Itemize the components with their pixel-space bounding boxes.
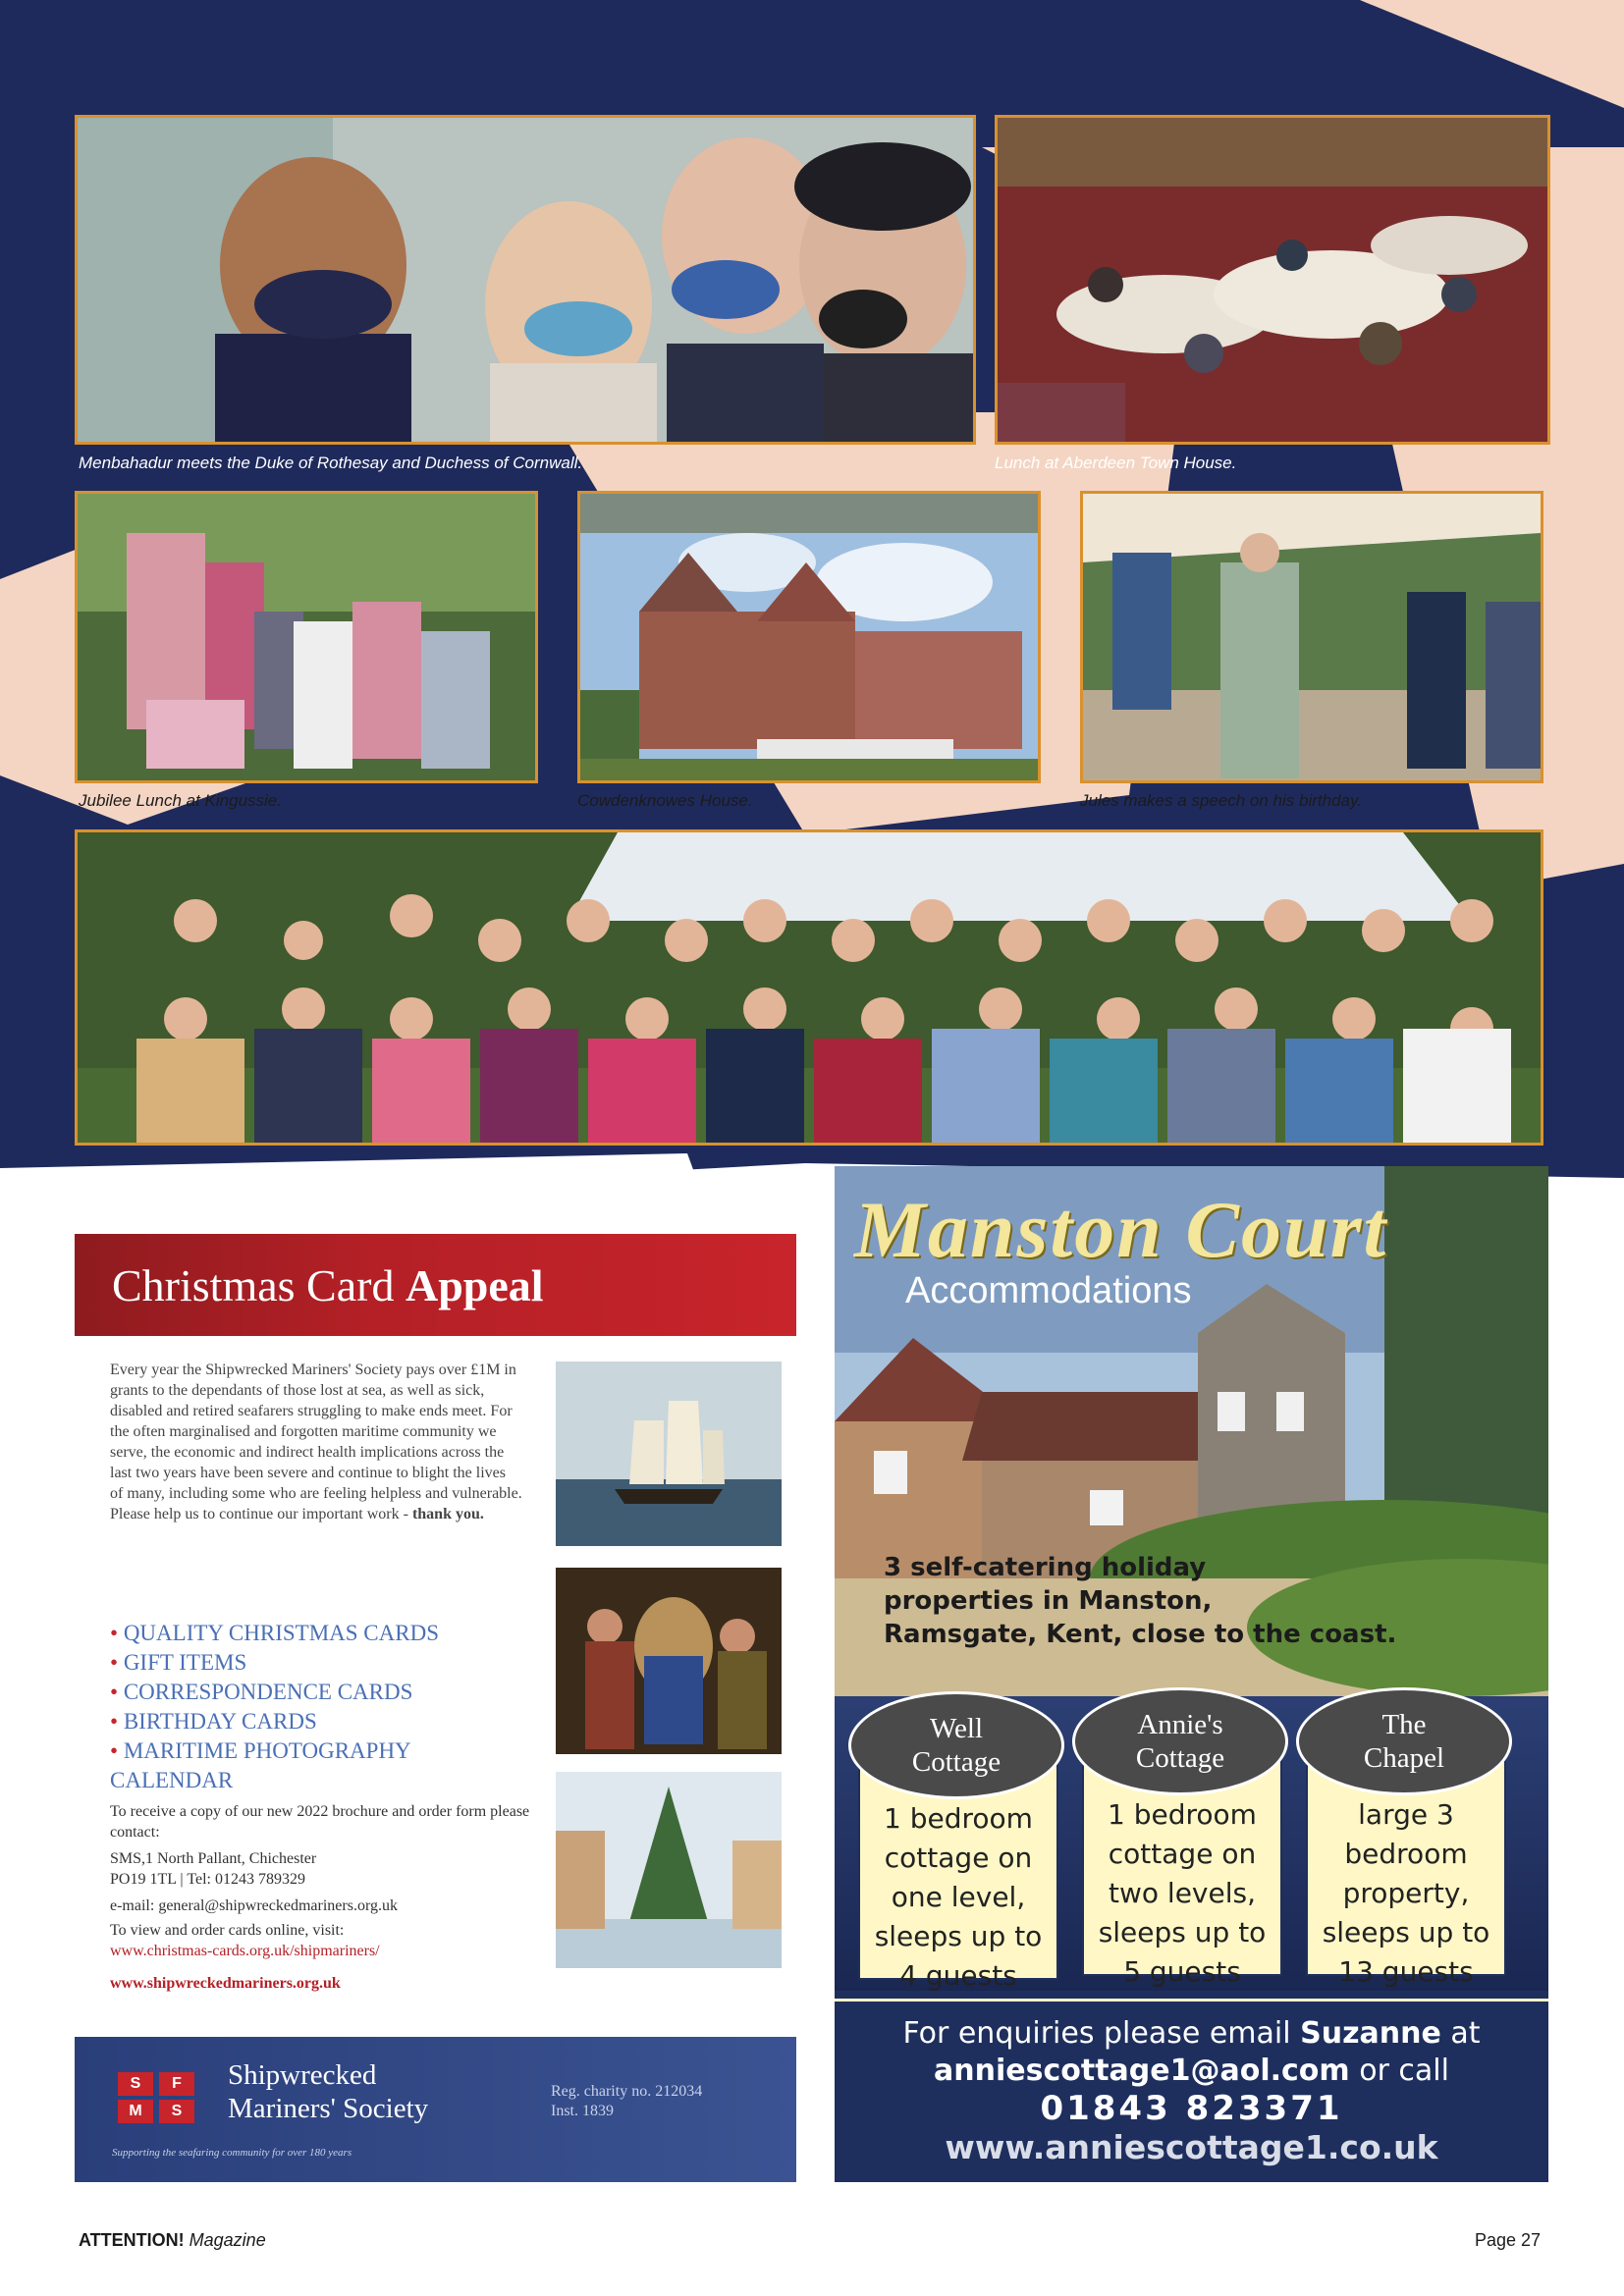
- property-description: 1 bedroom cottage on two levels, sleeps up to 5 guests: [1098, 1798, 1267, 1988]
- caption-jules: Jules makes a speech on his birthday.: [1080, 791, 1362, 810]
- logo-letter: S: [159, 2100, 194, 2123]
- photo-jules: [1080, 491, 1543, 783]
- christmas-title-bold: Appeal: [405, 1260, 544, 1310]
- manston-title: Manston Court: [854, 1185, 1388, 1274]
- photo-jubilee-art: [78, 494, 535, 780]
- photo-menbahadur-art: [78, 118, 973, 442]
- society-footer: [75, 2037, 796, 2182]
- christmas-brochure-text: To receive a copy of our new 2022 brochure and order form please contact:: [110, 1803, 530, 1841]
- property-name: Annie's Cottage: [1072, 1687, 1288, 1795]
- property-name: The Chapel: [1296, 1687, 1512, 1795]
- christmas-title-light: Christmas Card: [112, 1260, 406, 1310]
- christmas-item: • QUALITY CHRISTMAS CARDS: [110, 1621, 439, 1645]
- property-card-the-chapel: [1306, 1709, 1506, 1988]
- christmas-card-advert: [75, 1234, 796, 2182]
- christmas-item: • MARITIME PHOTOGRAPHY CALENDAR: [110, 1738, 410, 1792]
- manston-subtitle: Accommodations: [905, 1270, 1192, 1311]
- photo-cowdenknowes: [577, 491, 1041, 783]
- enquiry-suffix: at: [1440, 2016, 1481, 2051]
- photo-lunch: [995, 115, 1550, 445]
- email-suffix: or call: [1349, 2054, 1449, 2088]
- manston-divider: [835, 1999, 1548, 2002]
- manston-description-line: properties in Manston,: [884, 1586, 1213, 1616]
- society-name-1: Shipwrecked: [228, 2059, 377, 2091]
- christmas-body-text: Every year the Shipwrecked Mariners' Society pays over £1M in grants to the dependants of those lost at sea, as well as sick, disabled and retired seafarers struggling to make ends meet. For the often marginalised and forgotten maritime community we serve, the economic and indirect health implications across the last two years have been severe and continue to blight the lives of many, including some who are feeling helpless and vulnerable. Please help us to continue our important work -: [110, 1362, 522, 1522]
- christmas-online-text: To view and order cards online, visit:: [110, 1922, 345, 1939]
- christmas-item-list: [110, 1619, 522, 1795]
- christmas-title-band: [75, 1234, 796, 1336]
- christmas-item: • GIFT ITEMS: [110, 1650, 247, 1675]
- photo-reunion-art: [78, 832, 1541, 1143]
- manston-description: [884, 1551, 1396, 1651]
- nativity-painting: [556, 1568, 782, 1754]
- christmas-website-link[interactable]: www.shipwreckedmariners.org.uk: [110, 1975, 341, 1992]
- christmas-item: • BIRTHDAY CARDS: [110, 1709, 317, 1734]
- christmas-address-1: SMS,1 North Pallant, Chichester: [110, 1850, 317, 1867]
- society-name-2: Mariners' Society: [228, 2093, 429, 2124]
- enquiry-email[interactable]: anniescottage1@aol.com: [934, 2054, 1350, 2088]
- society-logo: [118, 2072, 196, 2123]
- christmas-contact: [110, 1801, 542, 1994]
- enquiry-line: [835, 2016, 1548, 2051]
- caption-reunion: RGRRA Scotland Reunion 2022.: [79, 1164, 321, 1183]
- enquiry-name: Suzanne: [1300, 2016, 1441, 2051]
- magazine-title: [79, 2230, 266, 2251]
- logo-letter: F: [159, 2072, 194, 2096]
- photo-reunion: [75, 829, 1543, 1146]
- property-name: Well Cottage: [848, 1691, 1064, 1799]
- christmas-body: [110, 1360, 522, 1524]
- caption-cowdenknowes: Cowdenknowes House.: [577, 791, 753, 810]
- property-description: large 3 bedroom property, sleeps up to 13 guests: [1322, 1798, 1490, 1988]
- logo-letter: M: [118, 2100, 153, 2123]
- charity-number: Reg. charity no. 212034: [551, 2083, 703, 2100]
- caption-lunch: Lunch at Aberdeen Town House.: [995, 454, 1237, 472]
- society-tagline: Supporting the seafaring community for over 180 years: [112, 2147, 352, 2159]
- christmas-online-link[interactable]: www.christmas-cards.org.uk/shipmariners/: [110, 1943, 380, 1959]
- property-card-annies-cottage: [1082, 1709, 1282, 1988]
- manston-court-advert: [835, 1166, 1548, 2182]
- photo-jules-art: [1083, 494, 1541, 780]
- charity-established: Inst. 1839: [551, 2103, 614, 2119]
- property-card-well-cottage: [858, 1713, 1058, 1992]
- christmas-item: • CORRESPONDENCE CARDS: [110, 1680, 413, 1704]
- manston-description-line: Ramsgate, Kent, close to the coast.: [884, 1620, 1397, 1649]
- photo-menbahadur: [75, 115, 976, 445]
- photo-lunch-art: [998, 118, 1547, 442]
- property-description: 1 bedroom cottage on one level, sleeps up to 4 guests: [874, 1802, 1043, 1992]
- caption-jubilee: Jubilee Lunch at Kingussie.: [79, 791, 282, 810]
- photo-jubilee: [75, 491, 538, 783]
- page-number: Page 27: [1475, 2230, 1542, 2250]
- enquiry-phone[interactable]: 01843 823371: [1040, 2089, 1343, 2128]
- christmas-email[interactable]: e-mail: general@shipwreckedmariners.org.uk: [110, 1897, 398, 1914]
- christmas-title: [112, 1259, 544, 1311]
- christmas-thank-you: thank you.: [411, 1506, 484, 1522]
- ship-painting: [556, 1362, 782, 1546]
- christmas-address-2: PO19 1TL | Tel: 01243 789329: [110, 1871, 305, 1888]
- enquiry-prefix: For enquiries please email: [902, 2016, 1301, 2051]
- magazine-title-bold: ATTENTION!: [79, 2230, 185, 2250]
- logo-letter: S: [118, 2072, 153, 2096]
- photo-cowdenknowes-art: [580, 494, 1038, 780]
- caption-menbahadur: Menbahadur meets the Duke of Rothesay and Duchess of Cornwall.: [79, 454, 583, 472]
- email-line: [835, 2054, 1548, 2088]
- enquiry-website[interactable]: www.anniescottage1.co.uk: [945, 2128, 1438, 2166]
- magazine-title-italic: Magazine: [184, 2230, 266, 2250]
- manston-description-line: 3 self-catering holiday: [884, 1553, 1207, 1582]
- christmas-tree-painting: [556, 1772, 782, 1968]
